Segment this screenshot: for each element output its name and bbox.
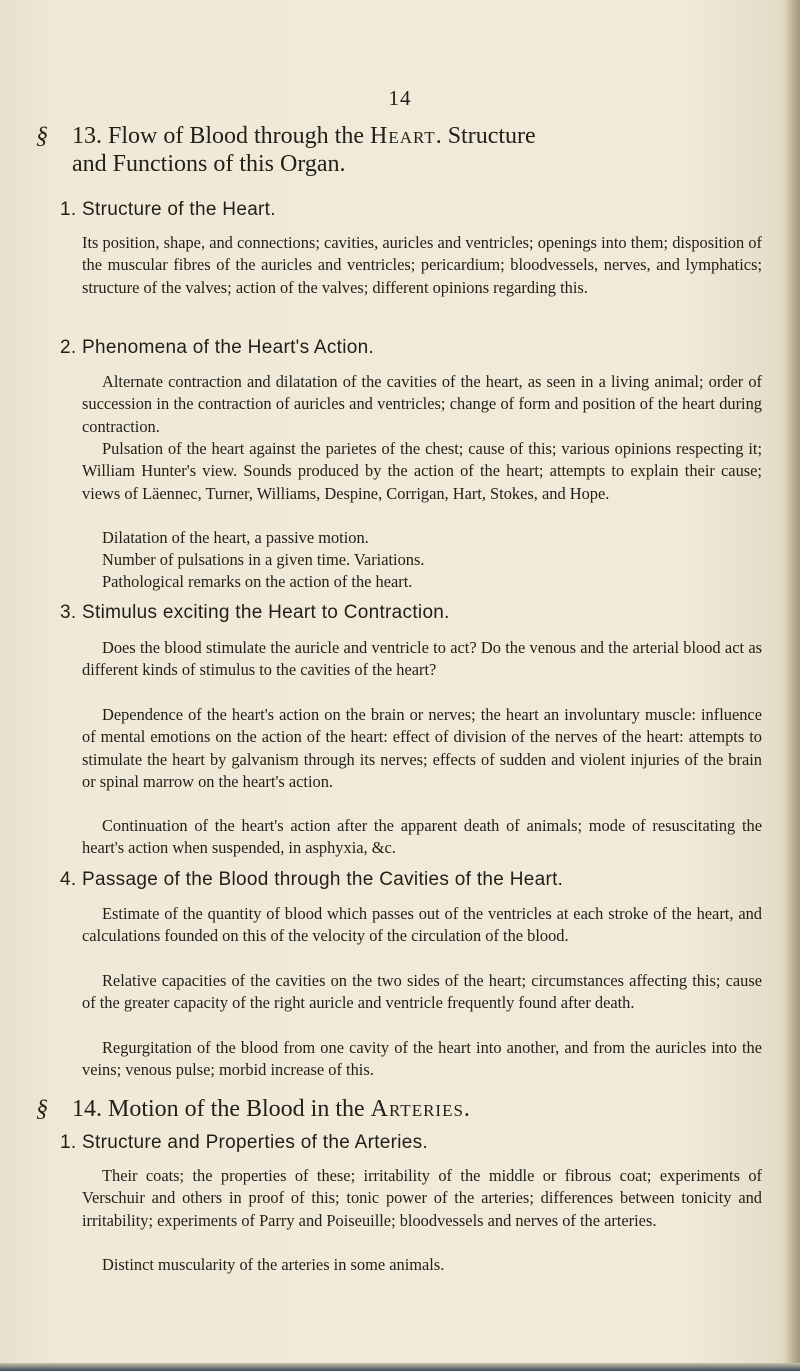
section-13-title-start: 13. Flow of Blood through the [72,123,364,149]
section-13-heading [36,122,776,178]
paragraph: Regurgitation of the blood from one cavity of the heart into another, and from the auricles into the veins; venous pulse; morbid increase of this. [82,1038,762,1080]
section-13-title-keyword: Heart [370,123,436,149]
page-number: 14 [388,86,412,110]
section-13-title-end: . Structure [435,123,536,149]
section-13-title-cont: and Functions of this Organ. [72,151,346,177]
paragraph: Pulsation of the heart against the parietes of the chest; cause of this; various opinions respecting it; William Hunter's view. Sounds produced by the action of the heart; attempts to explain their cause; views of Läennec, Turner, Williams, Despine, Corrigan, Hart, Stokes, and Hope. [82,439,762,503]
subsection-13-1-title: 1. Structure of the Heart. [60,199,276,220]
paragraph: Relative capacities of the cavities on the two sides of the heart; circumstances affecting this; cause of the greater capacity of the right auricle and ventricle frequently found after death. [82,971,762,1013]
page-edge-shadow [786,0,800,1371]
paragraph: Pathological remarks on the action of the heart. [102,572,413,591]
section-14-title-start: 14. Motion of the Blood in the [72,1096,365,1122]
subsection-13-3-title: 3. Stimulus exciting the Heart to Contraction. [60,602,450,623]
section-mark: § [36,1096,48,1122]
section-mark: § [36,123,48,149]
paragraph: Dilatation of the heart, a passive motion. [102,528,369,547]
paragraph: Their coats; the properties of these; irritability of the middle or fibrous coat; experiments of Verschuir and others in proof of this; tonic power of the arteries; differences between tonicity and irritability; experiments of Parry and Poiseuille; bloodvessels and nerves of the arteries. [82,1166,762,1230]
subsection-13-4-title: 4. Passage of the Blood through the Cavities of the Heart. [60,869,564,890]
section-14-heading [36,1095,776,1123]
section-14-title-keyword: Arteries [370,1096,464,1122]
paragraph: Its position, shape, and connections; cavities, auricles and ventricles; openings into them; disposition of the muscular fibres of the auricles and ventricles; pericardium; bloodvessels, nerves, and lymphatics; structure of the valves; action of the valves; different opinions regarding this. [82,233,762,297]
paragraph: Continuation of the heart's action after the apparent death of animals; mode of resuscitating the heart's action when suspended, in asphyxia, &c. [82,816,762,858]
paragraph: Estimate of the quantity of blood which passes out of the ventricles at each stroke of the heart, and calculations founded on this of the velocity of the circulation of the blood. [82,904,762,946]
paragraph: Alternate contraction and dilatation of the cavities of the heart, as seen in a living animal; order of succession in the contraction of auricles and ventricles; change of form and position of the heart during contraction. [82,372,762,436]
paragraph: Does the blood stimulate the auricle and ventricle to act? Do the venous and the arterial blood act as different kinds of stimulus to the cavities of the heart? [82,638,762,680]
subsection-14-1-title: 1. Structure and Properties of the Arteries. [60,1132,429,1153]
subsection-13-2-title: 2. Phenomena of the Heart's Action. [60,337,375,358]
paragraph: Distinct muscularity of the arteries in some animals. [102,1255,445,1274]
page-bottom-edge [0,1363,800,1371]
section-14-title-end: . [463,1096,470,1122]
paragraph: Dependence of the heart's action on the brain or nerves; the heart an involuntary muscle: influence of mental emotions on the action of the heart: effect of division of the nerves of the heart: attempts to stimulate the heart by galvanism through its nerves; effects of sudden and violent injuries of the brain or spinal marrow on the heart's action. [82,705,762,791]
paragraph: Number of pulsations in a given time. Variations. [102,550,425,569]
